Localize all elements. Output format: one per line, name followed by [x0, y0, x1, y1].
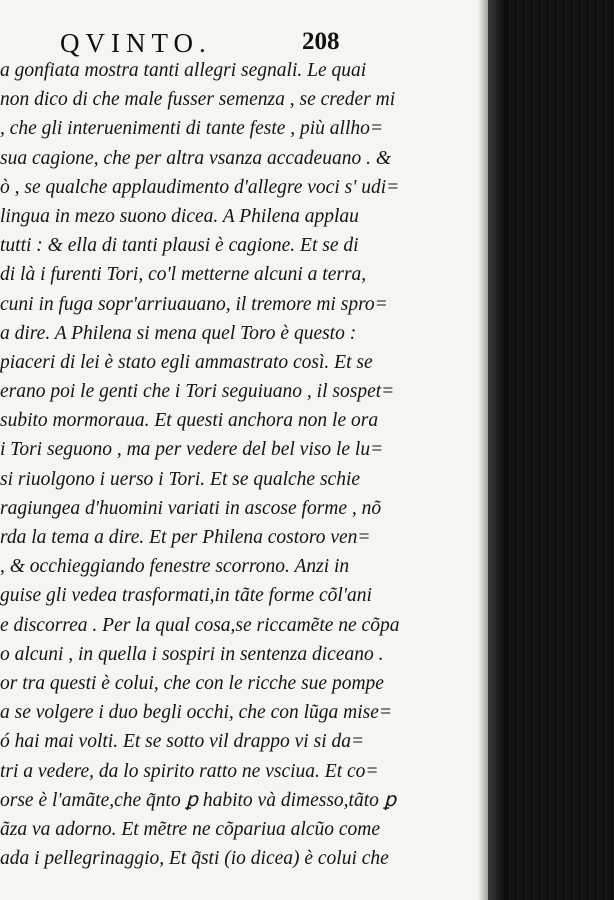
text-line: tri a vedere, da lo spirito ratto ne vsciua. Et co= [0, 760, 379, 782]
text-line: ragiungea d'huomini variati in ascose forme , nõ [0, 497, 382, 519]
text-line: erano poi le genti che i Tori seguiuano , il sospet= [0, 381, 395, 403]
page-number: 208 [302, 28, 340, 55]
text-line: ãza va adorno. Et mẽtre ne cõpariua alcũo come [0, 818, 380, 840]
text-line: tutti : & ella di tanti plausi è cagione. Et se di [0, 235, 359, 257]
text-line: a gonfiata mostra tanti allegri segnali. Le quai [0, 60, 367, 81]
text-line: ò , se qualche applaudimento d'allegre voci s' udi= [0, 176, 400, 198]
text-line: o alcuni , in quella i sospiri in sentenza diceano . [0, 643, 384, 665]
body-text [0, 56, 478, 873]
text-line: ada i pellegrinaggio, Et q̃sti (io dicea) è colui che [0, 848, 389, 870]
text-line: or tra questi è colui, che con le ricche sue pompe [0, 672, 384, 694]
text-line: e discorrea . Per la qual cosa,se riccamẽte ne cõpa [0, 614, 400, 636]
text-line: guise gli vedea trasformati,in tãte forme cõl'ani [0, 585, 372, 607]
text-line: subito mormoraua. Et questi anchora non le ora [0, 410, 379, 432]
text-line: rda la tema a dire. Et per Philena costoro ven= [0, 527, 371, 548]
text-line: orse è l'amãte,che q̃nto ꝑ habito và dimesso,tãto ꝑ [0, 789, 397, 811]
page-header [50, 28, 350, 58]
text-line: lingua in mezo suono dicea. A Philena applau [0, 205, 359, 227]
text-line: non dico di che male fusser semenza , se creder mi [0, 89, 396, 111]
text-line: sua cagione, che per altra vsanza accadeuano . & [0, 147, 392, 169]
book-page-edges [488, 0, 614, 900]
text-line: a se volgere i duo begli occhi, che con lũga mise= [0, 702, 393, 724]
text-line: ó hai mai volti. Et se sotto vil drappo vi si da= [0, 731, 365, 753]
text-line: , che gli interuenimenti di tante feste , più allho= [0, 118, 384, 140]
text-line: a dire. A Philena si mena quel Toro è questo : [0, 322, 357, 344]
text-line: cuni in fuga sopr'arriuauano, il tremore mi spro= [0, 293, 388, 315]
text-line: i Tori seguono , ma per vedere del bel viso le lu= [0, 439, 384, 461]
text-line: si riuolgono i uerso i Tori. Et se qualche schie [0, 468, 361, 490]
running-title: QVINTO. [60, 28, 212, 58]
text-line: , & occhieggiando fenestre scorrono. Anzi in [0, 556, 350, 578]
text-line: piaceri di lei è stato egli ammastrato così. Et se [0, 351, 373, 373]
text-line: di là i furenti Tori, co'l metterne alcuni a terra, [0, 264, 367, 286]
